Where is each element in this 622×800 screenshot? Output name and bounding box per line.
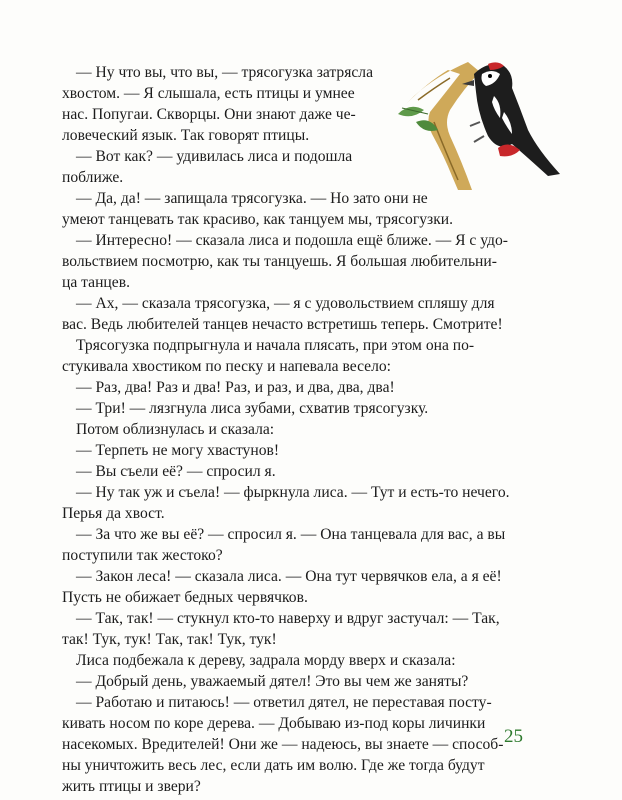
text-line: умеют танцевать так красиво, как танцуем мы, трясогузки.: [62, 211, 454, 228]
text-line: — Терпеть не могу хвастунов!: [76, 442, 280, 459]
story-text: [62, 62, 562, 797]
text-line: — Интересно! — сказала лиса и подошла ещё ближе. — Я с удо-: [76, 232, 508, 249]
text-line: — Вы съели её? — спросил я.: [76, 463, 276, 480]
text-line: Трясогузка подпрыгнула и начала плясать, при этом она по-: [76, 337, 475, 354]
text-line: поближе.: [62, 169, 124, 186]
text-line: — Вот как? — удивилась лиса и подошла: [76, 148, 353, 165]
text-line: — Работаю и питаюсь! — ответил дятел, не переставая посту-: [76, 694, 492, 711]
text-line: — Ну так уж и съела! — фыркнула лиса. — Тут и есть-то нечего.: [76, 484, 510, 501]
text-line: — За что же вы её? — спросил я. — Она танцевала для вас, а вы: [76, 526, 506, 543]
text-line: нас. Попугаи. Скворцы. Они знают даже че-: [62, 106, 356, 123]
text-line: — Ах, — сказала трясогузка, — я с удовольствием спляшу для: [76, 295, 495, 312]
text-line: ны уничтожить весь лес, если дать им волю. Где же тогда будут: [62, 757, 485, 774]
text-line: Потом облизнулась и сказала:: [76, 421, 275, 438]
text-line: — Закон леса! — сказала лиса. — Она тут червячков ела, а я её!: [76, 568, 502, 585]
text-line: жить птицы и звери?: [62, 778, 201, 795]
page-number: 25: [504, 726, 523, 747]
text-line: — Добрый день, уважаемый дятел! Это вы чем же заняты?: [76, 673, 469, 690]
text-line: — Так, так! — стукнул кто-то наверху и вдруг застучал: — Так,: [76, 610, 500, 627]
text-line: хвостом. — Я слышала, есть птицы и умнее: [62, 85, 355, 102]
text-line: вас. Ведь любителей танцев нечасто встретишь теперь. Смотрите!: [62, 316, 503, 333]
text-line: Перья да хвост.: [62, 505, 165, 522]
text-line: так! Тук, тук! Так, так! Тук, тук!: [62, 631, 277, 648]
text-line: — Да, да! — запищала трясогузка. — Но зато они не: [76, 190, 428, 207]
text-line: насекомых. Вредителей! Они же — надеюсь, вы знаете — способ-: [62, 736, 504, 753]
text-line: поступили так жестоко?: [62, 547, 223, 564]
text-line: Лиса подбежала к дереву, задрала морду вверх и сказала:: [76, 652, 456, 669]
text-line: Пусть не обижает бедных червячков.: [62, 589, 308, 606]
text-line: — Три! — лязгнула лиса зубами, схватив трясогузку.: [76, 400, 429, 417]
text-line: — Раз, два! Раз и два! Раз, и раз, и два, два, два!: [76, 379, 395, 396]
text-line: стукивала хвостиком по песку и напевала весело:: [62, 358, 392, 375]
text-line: кивать носом по коре дерева. — Добываю из-под коры личинки: [62, 715, 486, 732]
text-line: вольствием посмотрю, как ты танцуешь. Я большая любительни-: [62, 253, 497, 270]
text-line: ловеческий язык. Так говорят птицы.: [62, 127, 310, 144]
text-line: — Ну что вы, что вы, — трясогузка затрясла: [76, 64, 373, 81]
text-line: ца танцев.: [62, 274, 130, 291]
